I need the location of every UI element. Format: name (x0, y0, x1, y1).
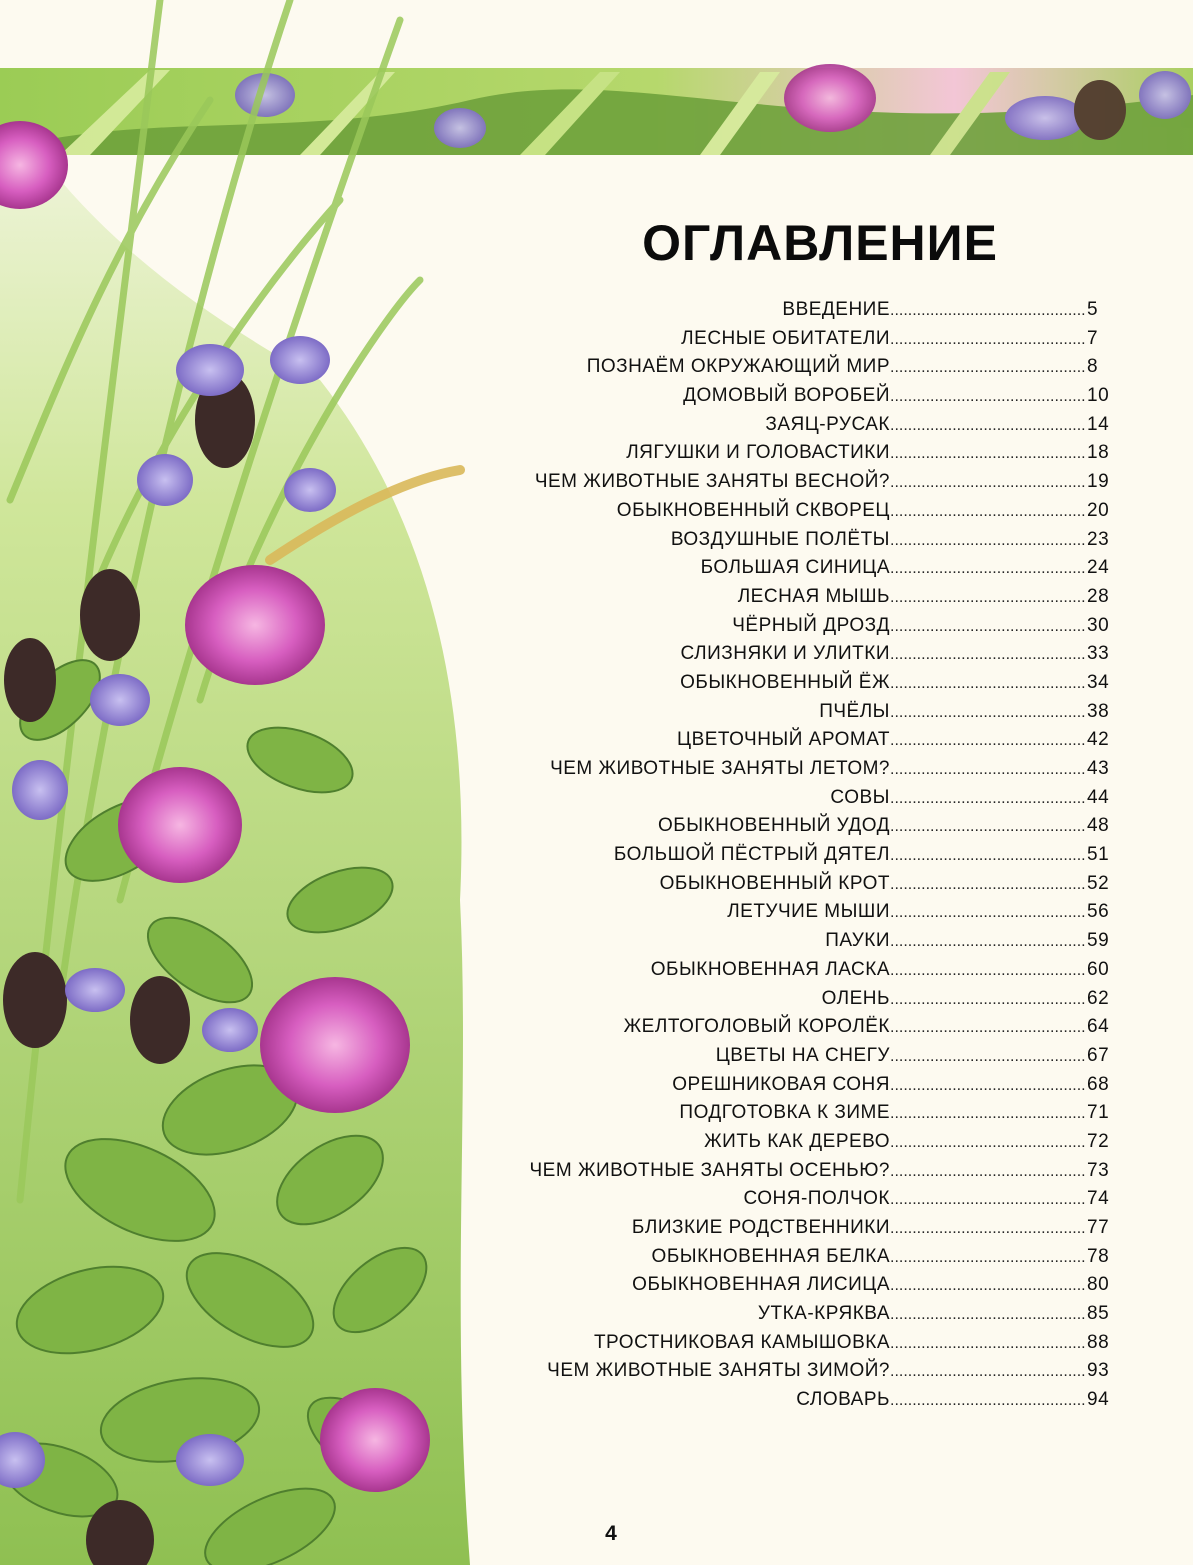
toc-entry-title: ЧЕМ ЖИВОТНЫЕ ЗАНЯТЫ ЛЕТОМ? (550, 758, 890, 779)
dot-leader (890, 445, 1087, 463)
toc-entry-title: ПЧЁЛЫ (819, 700, 890, 722)
toc-entry-page: 10 (1087, 385, 1110, 407)
toc-entry-page: 51 (1087, 844, 1110, 866)
toc-entry[interactable] (470, 988, 1116, 1017)
toc-entry[interactable] (470, 1303, 1116, 1332)
dot-leader (890, 1392, 1087, 1410)
dot-leader (890, 847, 1087, 865)
toc-entry-title: ЧЕМ ЖИВОТНЫЕ ЗАНЯТЫ ОСЕНЬЮ? (529, 1159, 890, 1181)
dot-leader (890, 560, 1087, 578)
toc-entry-page: 48 (1087, 815, 1110, 837)
toc-entry-title: СОВЫ (830, 786, 890, 808)
toc-entry[interactable] (470, 615, 1116, 644)
toc-entry-page: 33 (1087, 643, 1110, 665)
toc-entry[interactable] (470, 471, 1116, 500)
toc-entry-title: ПАУКИ (825, 930, 890, 952)
page-title: ОГЛАВЛЕНИЕ (642, 215, 998, 271)
dot-leader (890, 962, 1087, 980)
toc-entry-title: ОЛЕНЬ (821, 987, 890, 1009)
dot-leader (890, 331, 1087, 349)
toc-entry-page: 8 (1087, 356, 1099, 378)
toc-entry[interactable] (470, 1274, 1116, 1303)
dot-leader (890, 790, 1087, 808)
toc-entry-title: ЛЕСНЫЕ ОБИТАТЕЛИ (681, 327, 890, 349)
toc-entry[interactable] (470, 500, 1116, 529)
toc-entry[interactable] (470, 729, 1116, 758)
toc-entry-title: УТКА-КРЯКВА (757, 1303, 890, 1325)
toc-entry-title: БОЛЬШОЙ ПЁСТРЫЙ ДЯТЕЛ (613, 844, 890, 866)
toc-entry[interactable] (470, 901, 1116, 930)
toc-entry-page: 68 (1087, 1073, 1110, 1095)
dot-leader (890, 1249, 1087, 1267)
toc-entry-title: ЖИТЬ КАК ДЕРЕВО (704, 1130, 890, 1152)
dot-leader (890, 503, 1087, 521)
toc-entry[interactable] (470, 1217, 1116, 1246)
toc-entry-title: ЖЕЛТОГОЛОВЫЙ КОРОЛЁК (623, 1016, 890, 1038)
toc-entry-title: ПОДГОТОВКА К ЗИМЕ (679, 1102, 890, 1124)
toc-entry[interactable] (470, 787, 1116, 816)
toc-entry[interactable] (470, 1332, 1116, 1361)
dot-leader (890, 646, 1087, 664)
toc-entry[interactable] (470, 1016, 1116, 1045)
dot-leader (890, 1077, 1087, 1095)
toc-entry-title: СОНЯ-ПОЛЧОК (743, 1188, 890, 1210)
toc-entry-page: 18 (1087, 442, 1110, 464)
toc-entry[interactable] (470, 873, 1116, 902)
dot-leader (890, 1335, 1087, 1353)
toc-entry-title: ОБЫКНОВЕННЫЙ ЁЖ (680, 671, 890, 693)
toc-entry-page: 73 (1087, 1159, 1110, 1181)
dot-leader (890, 991, 1087, 1009)
dot-leader (890, 732, 1087, 750)
toc-entry-page: 93 (1087, 1360, 1110, 1382)
toc-entry[interactable] (470, 328, 1116, 357)
toc-entry[interactable] (470, 959, 1116, 988)
dot-leader (890, 1363, 1087, 1381)
dot-leader (890, 589, 1087, 607)
toc-entry[interactable] (470, 844, 1116, 873)
toc-entry-page: 64 (1087, 1016, 1110, 1038)
toc-entry[interactable] (470, 557, 1116, 586)
toc-entry[interactable] (470, 643, 1116, 672)
toc-entry[interactable] (470, 299, 1116, 328)
toc-entry-page: 78 (1087, 1245, 1110, 1267)
dot-leader (890, 818, 1087, 836)
toc-entry-page: 28 (1087, 585, 1110, 607)
toc-entry-page: 5 (1087, 299, 1099, 320)
toc-entry-page: 56 (1087, 901, 1110, 923)
dot-leader (890, 618, 1087, 636)
toc-entry-page: 23 (1087, 528, 1110, 550)
toc-entry-title: СЛИЗНЯКИ И УЛИТКИ (680, 643, 890, 665)
dot-leader (890, 417, 1087, 435)
toc-entry-page: 85 (1087, 1303, 1110, 1325)
toc-entry-page: 30 (1087, 614, 1110, 636)
toc-entry[interactable] (470, 1389, 1116, 1418)
toc-entry-page: 94 (1087, 1389, 1110, 1411)
toc-entry-title: ОРЕШНИКОВАЯ СОНЯ (672, 1073, 890, 1095)
toc-entry-title: БОЛЬШАЯ СИНИЦА (700, 557, 890, 579)
toc-entry[interactable] (470, 442, 1116, 471)
toc-entry-title: ВОЗДУШНЫЕ ПОЛЁТЫ (670, 528, 890, 550)
dot-leader (890, 532, 1087, 550)
toc-entry[interactable] (470, 1045, 1116, 1074)
toc-entry[interactable] (470, 414, 1116, 443)
toc-entry[interactable] (470, 356, 1116, 385)
toc-entry-page: 80 (1087, 1274, 1110, 1296)
toc-entry-title: ЛЕСНАЯ МЫШЬ (737, 585, 890, 607)
toc-entry-title: ОБЫКНОВЕННЫЙ КРОТ (659, 872, 890, 894)
dot-leader (890, 761, 1087, 779)
dot-leader (890, 1220, 1087, 1238)
toc-entry-page: 77 (1087, 1217, 1110, 1238)
toc-entry[interactable] (470, 672, 1116, 701)
toc-entry-title: ЧЕМ ЖИВОТНЫЕ ЗАНЯТЫ ВЕСНОЙ? (534, 471, 890, 493)
toc-entry-page: 62 (1087, 987, 1110, 1009)
toc-entry-page: 7 (1087, 327, 1099, 349)
toc-entry-title: ЧЁРНЫЙ ДРОЗД (732, 614, 890, 636)
dot-leader (890, 1306, 1087, 1324)
page-number: 4 (605, 1522, 617, 1545)
toc-entry-page: 67 (1087, 1044, 1110, 1066)
dot-leader (890, 474, 1087, 492)
toc-entry-title: ЗАЯЦ-РУСАК (765, 413, 890, 435)
toc-entry[interactable] (470, 701, 1116, 730)
dot-leader (890, 388, 1087, 406)
toc-entry-title: СЛОВАРЬ (796, 1389, 890, 1411)
dot-leader (890, 1048, 1087, 1066)
dot-leader (890, 904, 1087, 922)
toc-entry-title: ЦВЕТОЧНЫЙ АРОМАТ (677, 729, 890, 751)
dot-leader (890, 704, 1087, 722)
toc-entry-page: 43 (1087, 758, 1110, 779)
toc-entry[interactable] (470, 385, 1116, 414)
toc-entry-title: ОБЫКНОВЕННЫЙ СКВОРЕЦ (616, 499, 890, 521)
toc-entry-title: ОБЫКНОВЕННАЯ ЛАСКА (650, 958, 890, 980)
toc-entry[interactable] (470, 815, 1116, 844)
toc-entry[interactable] (470, 1360, 1116, 1389)
toc-entry-title: ЛЯГУШКИ И ГОЛОВАСТИКИ (626, 442, 890, 464)
toc-entry-title: ЧЕМ ЖИВОТНЫЕ ЗАНЯТЫ ЗИМОЙ? (547, 1360, 890, 1382)
toc-entry-page: 59 (1087, 930, 1110, 952)
toc-entry-page: 60 (1087, 958, 1110, 980)
toc-entry-page: 24 (1087, 557, 1110, 579)
toc-entry-title: БЛИЗКИЕ РОДСТВЕННИКИ (631, 1217, 890, 1238)
toc-entry-page: 42 (1087, 729, 1110, 751)
toc-entry[interactable] (470, 1188, 1116, 1217)
toc-entry[interactable] (470, 758, 1116, 787)
toc-entry[interactable] (470, 586, 1116, 615)
toc-entry-title: ОБЫКНОВЕННАЯ ЛИСИЦА (632, 1274, 890, 1296)
toc-entry-page: 88 (1087, 1331, 1110, 1353)
toc-entry-title: ЛЕТУЧИЕ МЫШИ (727, 901, 890, 923)
toc-entry-title: ОБЫКНОВЕННАЯ БЕЛКА (651, 1245, 890, 1267)
toc-entry-page: 71 (1087, 1102, 1110, 1124)
toc-entry[interactable] (470, 1160, 1116, 1189)
dot-leader (890, 1134, 1087, 1152)
toc-entry-page: 19 (1087, 471, 1110, 493)
toc-entry-page: 34 (1087, 671, 1110, 693)
toc-entry-page: 72 (1087, 1130, 1110, 1152)
toc-entry-title: ДОМОВЫЙ ВОРОБЕЙ (683, 385, 890, 407)
toc-entry[interactable] (470, 1131, 1116, 1160)
dot-leader (890, 1277, 1087, 1295)
toc-entry-page: 20 (1087, 499, 1110, 521)
toc-entry-title: ПОЗНАЁМ ОКРУЖАЮЩИЙ МИР (586, 356, 890, 378)
dot-leader (890, 1105, 1087, 1123)
dot-leader (890, 876, 1087, 894)
toc-entry-page: 38 (1087, 700, 1110, 722)
dot-leader (890, 1019, 1087, 1037)
toc-entry-title: ВВЕДЕНИЕ (782, 299, 890, 320)
toc-entry-page: 44 (1087, 786, 1110, 808)
toc-entry-title: ТРОСТНИКОВАЯ КАМЫШОВКА (593, 1331, 890, 1353)
toc-entry-title: ЦВЕТЫ НА СНЕГУ (715, 1044, 890, 1066)
toc-entry[interactable] (470, 1074, 1116, 1103)
toc-entry[interactable] (470, 1246, 1116, 1275)
dot-leader (890, 933, 1087, 951)
dot-leader (890, 359, 1087, 377)
toc-entry[interactable] (470, 930, 1116, 959)
toc-entry-page: 74 (1087, 1188, 1110, 1210)
table-of-contents (470, 299, 1116, 1418)
toc-entry-title: ОБЫКНОВЕННЫЙ УДОД (658, 815, 890, 837)
dot-leader (890, 302, 1087, 320)
toc-entry-page: 52 (1087, 872, 1110, 894)
toc-entry[interactable] (470, 529, 1116, 558)
dot-leader (890, 675, 1087, 693)
dot-leader (890, 1191, 1087, 1209)
dot-leader (890, 1163, 1087, 1181)
toc-entry-page: 14 (1087, 413, 1110, 435)
toc-entry[interactable] (470, 1102, 1116, 1131)
